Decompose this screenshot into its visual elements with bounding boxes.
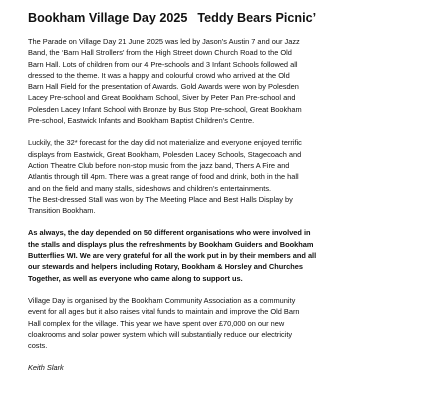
paragraph-funds: Village Day is organised by the Bookham Community Association as a community event for all ages but it also raises vital funds to maintain and improve the Old Barn Hall complex for the village. This year we have spent over £70,000 on our new cloakrooms and solar power system which will substantially reduce our electricity costs.: [28, 295, 300, 351]
document-title: [28, 10, 413, 26]
signature: Keith Slark: [28, 363, 64, 373]
paragraph-parade: The Parade on Village Day 21 June 2025 was led by Jason’s Austin 7 and our Jazz Band, the ‘Barn Hall Strollers’ from the High Street down Church Road to the Old Barn Hall. Lots of children from our 4 Pre-schools and 3 Infant Schools followed all dressed to the theme. It was a happy and colourful crowd who arrived at the Old Barn Hall Field for the presentation of Awards. Gold Awards were won by Polesden Lacey Pre-school and Great Bookham School, Siver by Peter Pan Pre-school and Polesden Lacey Infant School with Bronze by Bus Stop Pre-school, Great Bookham Pre-school, Eastwick Infants and Bookham Baptist Children’s Centre.: [28, 37, 302, 126]
title-event: Bookham Village Day 2025: [28, 11, 188, 25]
title-theme: Teddy Bears Picnic’: [197, 11, 317, 25]
paragraph-thanks: As always, the day depended on 50 different organisations who were involved in the stalls and displays plus the refreshments by Bookham Guiders and Bookham Butterflies WI. We are very grateful for all the work put in by their members and all our stewards and helpers including Rotary, Bookham & Horsley and Churches Together, as well as everyone who came along to support us.: [28, 228, 317, 283]
paragraph-displays: Luckily, the 32* forecast for the day did not materialize and everyone enjoyed terrific displays from Eastwick, Great Bookham, Polesden Lacey Schools, Stagecoach and Action Theatre Club before non-stop music from the jazz band, Thers A Fire and Atlantis through till 4pm. There was a great range of food and drink, both in the hall and on the field and many stalls, sideshows and children’s entertainments. The Best-dressed Stall was won by The Meeting Place and Best Halls Display by Transition Bookham.: [28, 138, 302, 216]
document-page: [28, 10, 413, 373]
